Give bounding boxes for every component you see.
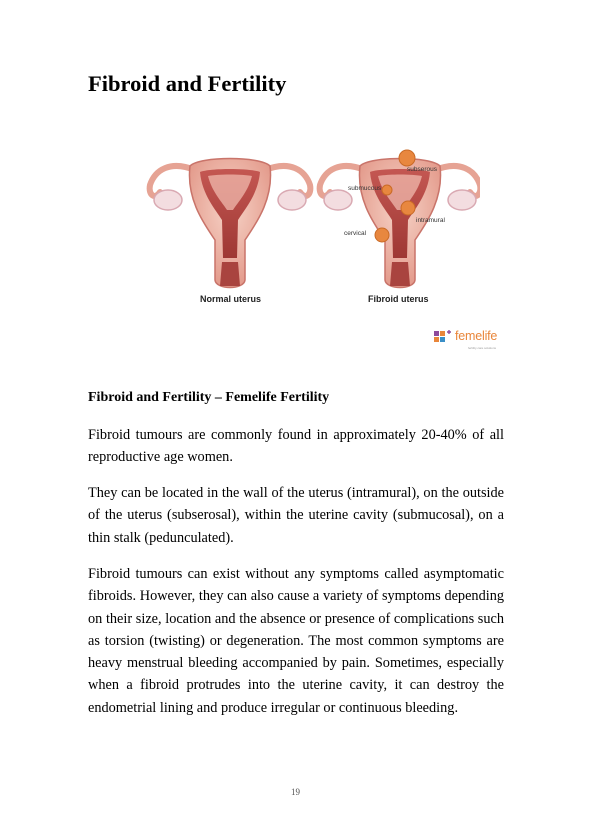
subserous-fibroid [399,150,415,166]
intramural-fibroid [401,201,415,215]
label-fibroid-uterus: Fibroid uterus [368,294,429,304]
section-subtitle: Fibroid and Fertility – Femelife Fertility [88,390,330,405]
logo-tagline: fertility care solutions [468,346,497,350]
normal-uterus [150,159,311,288]
annotation-intramural: intramural [416,217,445,224]
annotation-cervical: cervical [344,230,367,237]
label-normal-uterus: Normal uterus [200,294,262,304]
paragraph-3: Fibroid tumours can exist without any symptoms called asymptomatic fibroids. However, they can also cause a variety of symptoms depending on their size, location and the absence or presence of complications such as torsion (twisting) or degeneration. The most common symptoms are heavy menstrual bleeding accompanied by pain. Sometimes, especially when a fibroid protrudes into the uterine cavity, it can destroy the endometrial lining and produce irregular or continuous bleeding. [88,566,504,716]
paragraph-2: They can be located in the wall of the uterus (intramural), on the outside of the uterus (subserosal), within the uterine cavity (submucosal), on a thin stalk (pedunculated). [88,485,504,546]
paragraph-1: Fibroid tumours are commonly found in approximately 20-40% of all reproductive age women. [88,427,504,466]
logo-wordmark: femelife [455,329,498,343]
page-number: 19 [291,787,300,797]
fibroid-uterus [320,150,480,288]
annotation-submucous: submucous [348,185,382,192]
submucous-fibroid [382,185,392,195]
cervical-fibroid [375,228,389,242]
page-title: Fibroid and Fertility [88,71,287,96]
annotation-subserous: subserous [407,166,437,173]
